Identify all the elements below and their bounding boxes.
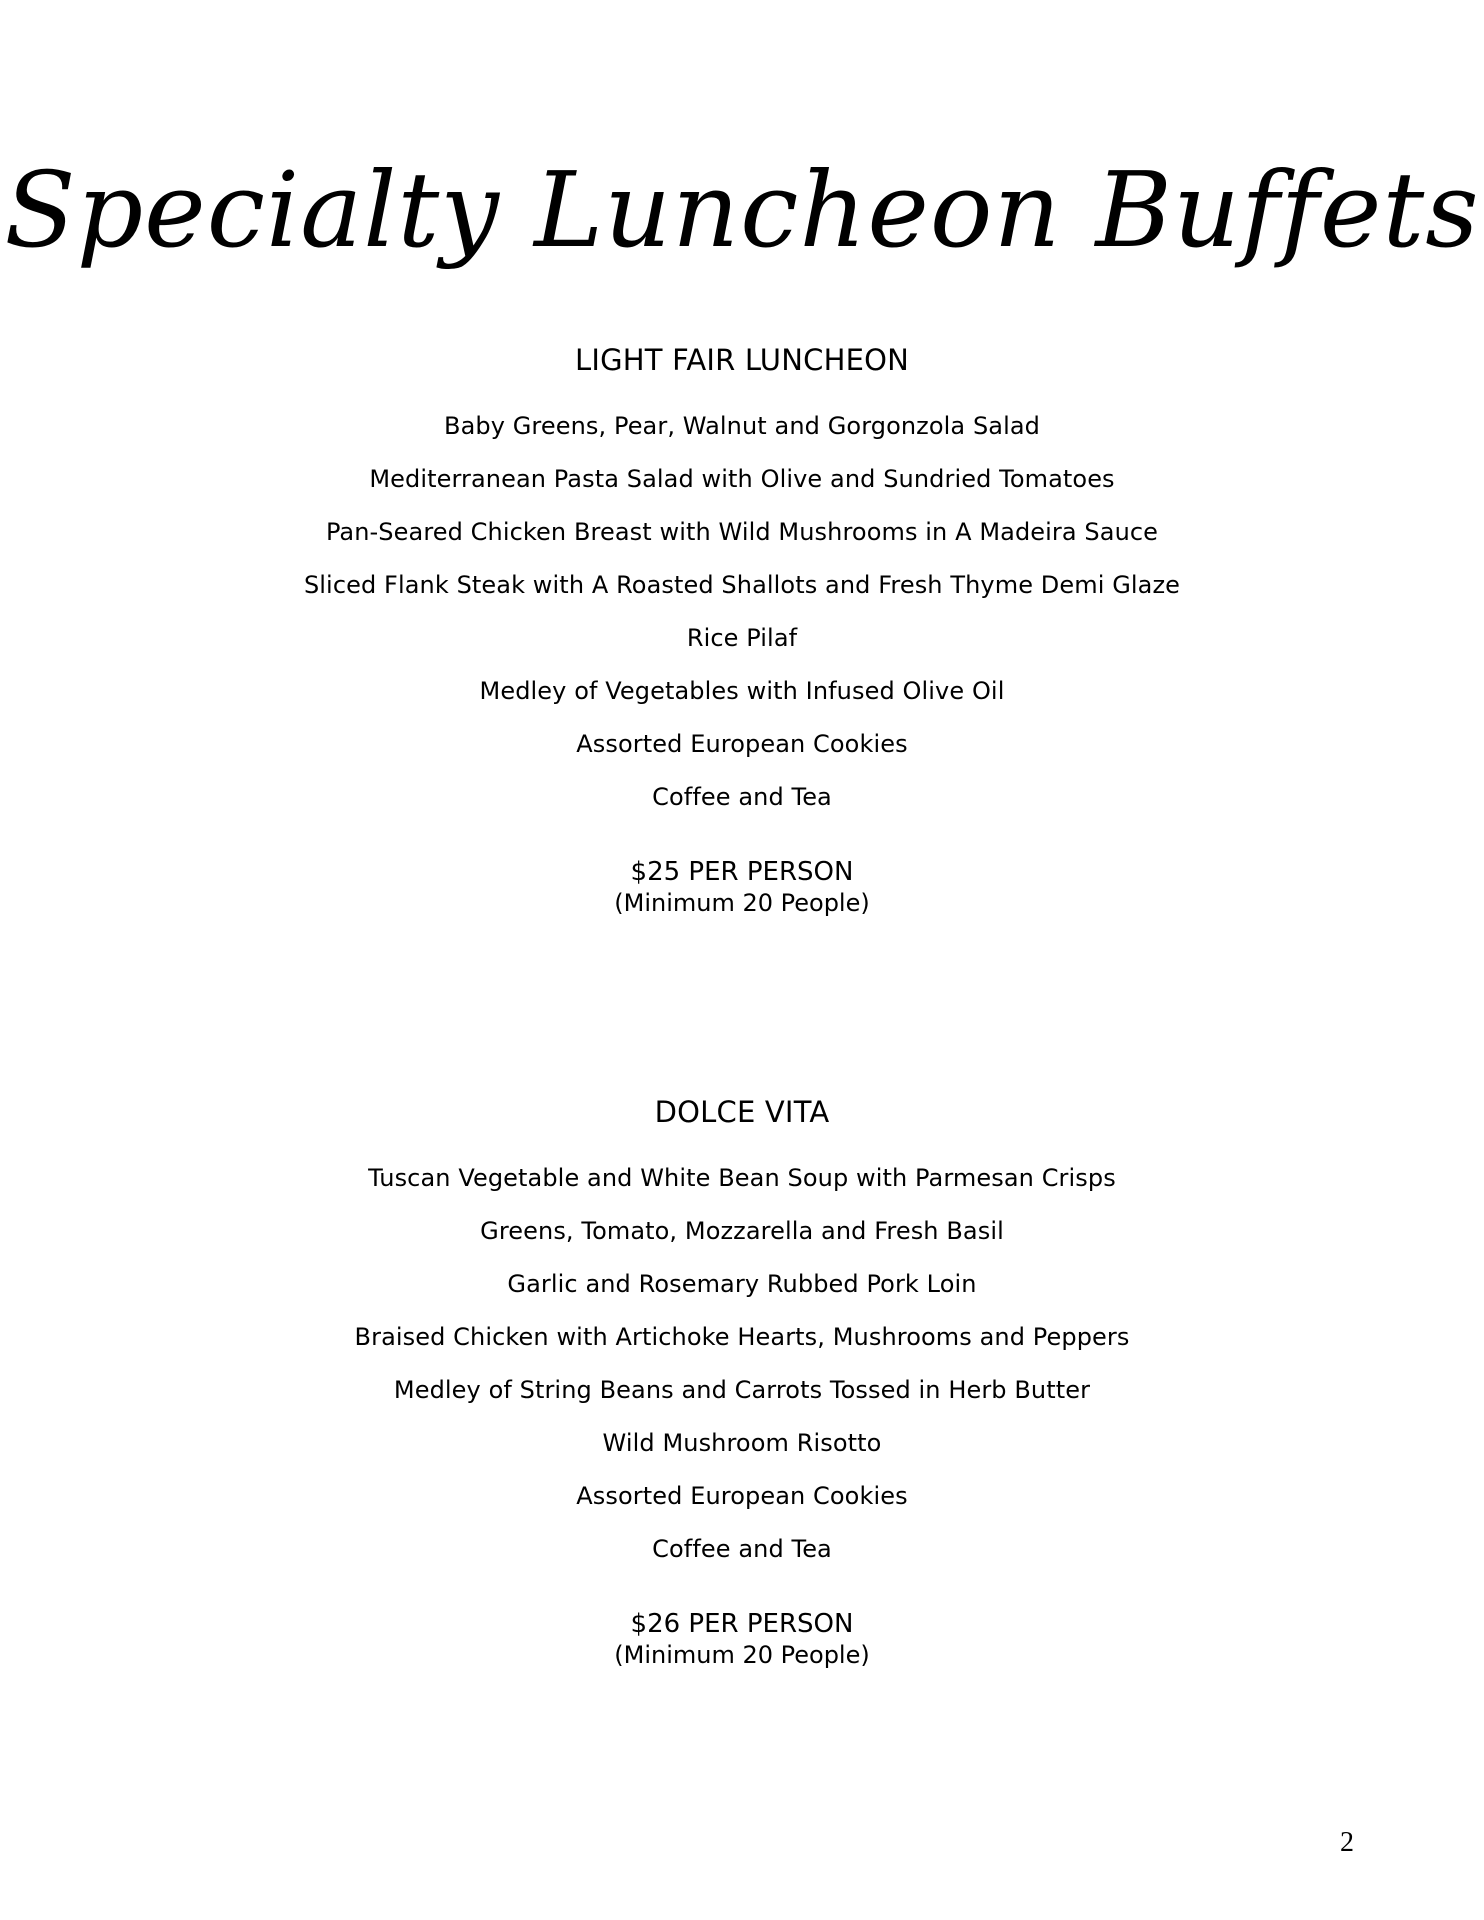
page-number: 2 <box>1340 1827 1354 1858</box>
menu-item-list <box>0 1152 1484 1576</box>
menu-item: Assorted European Cookies <box>576 1482 908 1510</box>
page-title: Specialty Luncheon Buffets <box>4 149 1480 271</box>
minimum-guests-note: (Minimum 20 People) <box>614 1641 870 1669</box>
menu-item: Medley of String Beans and Carrots Tossed in Herb Butter <box>393 1376 1091 1404</box>
menu-item: Medley of Vegetables with Infused Olive Oil <box>479 677 1005 705</box>
menu-item: Rice Pilaf <box>686 624 798 652</box>
price-per-person: $25 PER PERSON <box>630 857 854 887</box>
menu-item-list <box>0 400 1484 824</box>
price-block <box>0 1608 1484 1670</box>
price-per-person: $26 PER PERSON <box>630 1609 854 1639</box>
menu-item: Wild Mushroom Risotto <box>602 1429 882 1457</box>
menu-item: Pan-Seared Chicken Breast with Wild Mushrooms in A Madeira Sauce <box>325 518 1159 546</box>
menu-item: Assorted European Cookies <box>576 730 908 758</box>
menu-item: Braised Chicken with Artichoke Hearts, Mushrooms and Peppers <box>354 1323 1130 1351</box>
menu-item: Sliced Flank Steak with A Roasted Shallots and Fresh Thyme Demi Glaze <box>303 571 1181 599</box>
menu-section-light-fair-luncheon <box>0 338 1484 918</box>
section-heading: LIGHT FAIR LUNCHEON <box>574 343 910 377</box>
menu-section-dolce-vita <box>0 1090 1484 1670</box>
section-heading: DOLCE VITA <box>654 1095 830 1129</box>
menu-item: Mediterranean Pasta Salad with Olive and Sundried Tomatoes <box>369 465 1115 493</box>
menu-item: Coffee and Tea <box>652 783 832 811</box>
menu-item: Baby Greens, Pear, Walnut and Gorgonzola Salad <box>444 412 1040 440</box>
menu-item: Garlic and Rosemary Rubbed Pork Loin <box>507 1270 977 1298</box>
menu-item: Greens, Tomato, Mozzarella and Fresh Basil <box>480 1217 1004 1245</box>
menu-item: Tuscan Vegetable and White Bean Soup with Parmesan Crisps <box>368 1164 1116 1192</box>
minimum-guests-note: (Minimum 20 People) <box>614 889 870 917</box>
price-block <box>0 856 1484 918</box>
menu-item: Coffee and Tea <box>652 1535 832 1563</box>
